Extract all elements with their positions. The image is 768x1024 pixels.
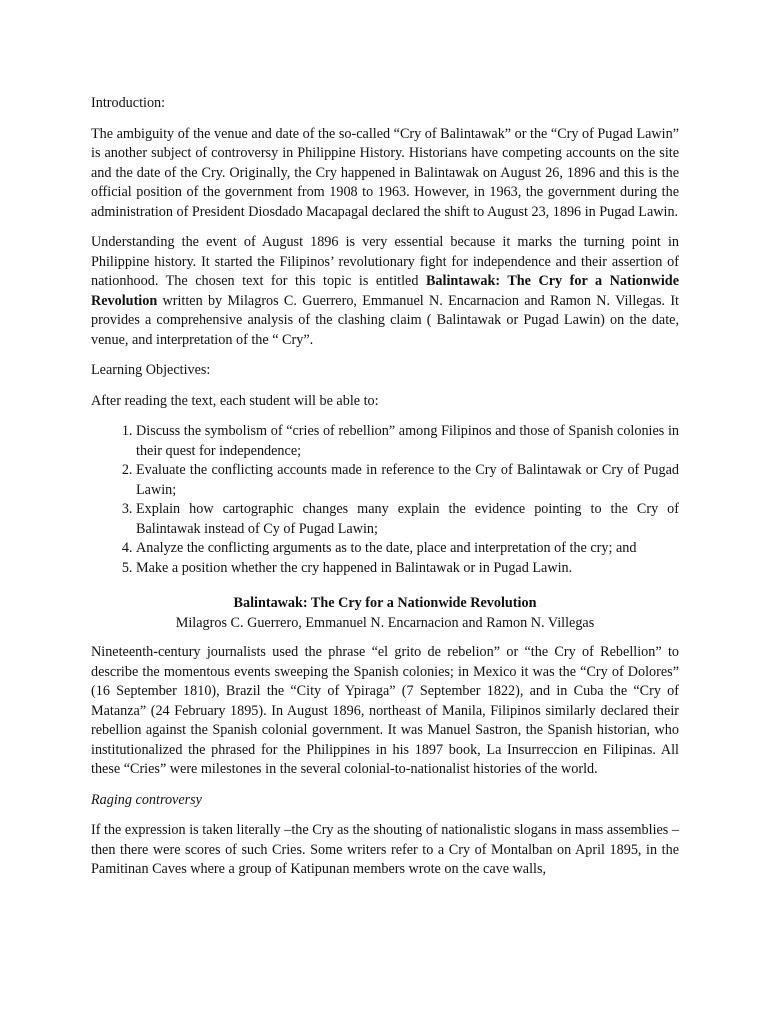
introduction-heading: Introduction: [91, 95, 166, 111]
article-authors: Milagros C. Guerrero, Emmanuel N. Encarnacion and Ramon N. Villegas [175, 614, 595, 631]
objectives-heading: Learning Objectives: [91, 362, 211, 378]
introduction-paragraph-2 [91, 233, 679, 350]
article-title: Balintawak: The Cry for a Nationwide Revolution [233, 595, 537, 611]
introduction-paragraph-2-start: Understanding the event of August 1896 is very essential because it marks the turning point in Philippine history. It started the Filipinos’ revolutionary fight for independence and their assertion of nationhood. The chosen text for this topic is entitled [91, 234, 679, 289]
article-paragraph-2: If the expression is taken literally –the Cry as the shouting of nationalistic slogans in mass assemblies –then there were scores of such Cries. Some writers refer to a Cry of Montalban on April 1895, in the Pamitinan Caves where a group of Katipunan members wrote on the cave walls, [91, 822, 679, 877]
objective-item: 4. Analyze the conflicting arguments as to the date, place and interpretation of the cry; and [136, 539, 679, 559]
introduction-paragraph-1: The ambiguity of the venue and date of the so-called “Cry of Balintawak” or the “Cry of Pugad Lawin” is another subject of controversy in Philippine History. Historians have competing accounts on the site and the date of the Cry. Originally, the Cry happened in Balintawak on August 26, 1896 and this is the official position of the government from 1908 to 1963. However, in 1963, the government during the administration of President Diosdado Macapagal declared the shift to August 23, 1896 in Pugad Lawin. [91, 125, 679, 220]
objectives-list [91, 422, 679, 578]
objective-item: 5. Make a position whether the cry happened in Balintawak or in Pugad Lawin. [136, 559, 679, 579]
section-heading: Raging controversy [91, 791, 202, 808]
objectives-intro: After reading the text, each student will be able to: [91, 392, 379, 409]
text-title-bold: Balintawak: The Cry for a Nationwide Revolution [91, 273, 679, 309]
introduction-paragraph-2-end: written by Milagros C. Guerrero, Emmanuel N. Encarnacion and Ramon N. Villegas. It provides a comprehensive analysis of the clashing claim ( Balintawak or Pugad Lawin) on the date, venue, and interpretation of the “ Cry”. [91, 292, 679, 348]
objective-item: 3. Explain how cartographic changes many explain the evidence pointing to the Cry of Balintawak instead of Cy of Pugad Lawin; [136, 500, 679, 539]
objective-item: 1. Discuss the symbolism of “cries of rebellion” among Filipinos and those of Spanish colonies in their quest for independence; [136, 422, 679, 461]
objective-item: 2. Evaluate the conflicting accounts made in reference to the Cry of Balintawak or Cry of Pugad Lawin; [136, 461, 679, 500]
article-paragraph-1: Nineteenth-century journalists used the phrase “el grito de rebelion” or “the Cry of Rebellion” to describe the momentous events sweeping the Spanish colonies; in Mexico it was the “Cry of Dolores” (16 September 1810), Brazil the “City of Ypiraga” (7 September 1822), and in Cuba the “Cry of Matanza” (24 February 1895). In August 1896, northeast of Manila, Filipinos similarly declared their rebellion against the Spanish colonial government. It was Manuel Sastron, the Spanish historian, who institutionalized the phrased for the Philippines in his 1897 book, La Insurreccion en Filipinas. All these “Cries” were milestones in the several colonial-to-nationalist histories of the world. [91, 644, 679, 777]
